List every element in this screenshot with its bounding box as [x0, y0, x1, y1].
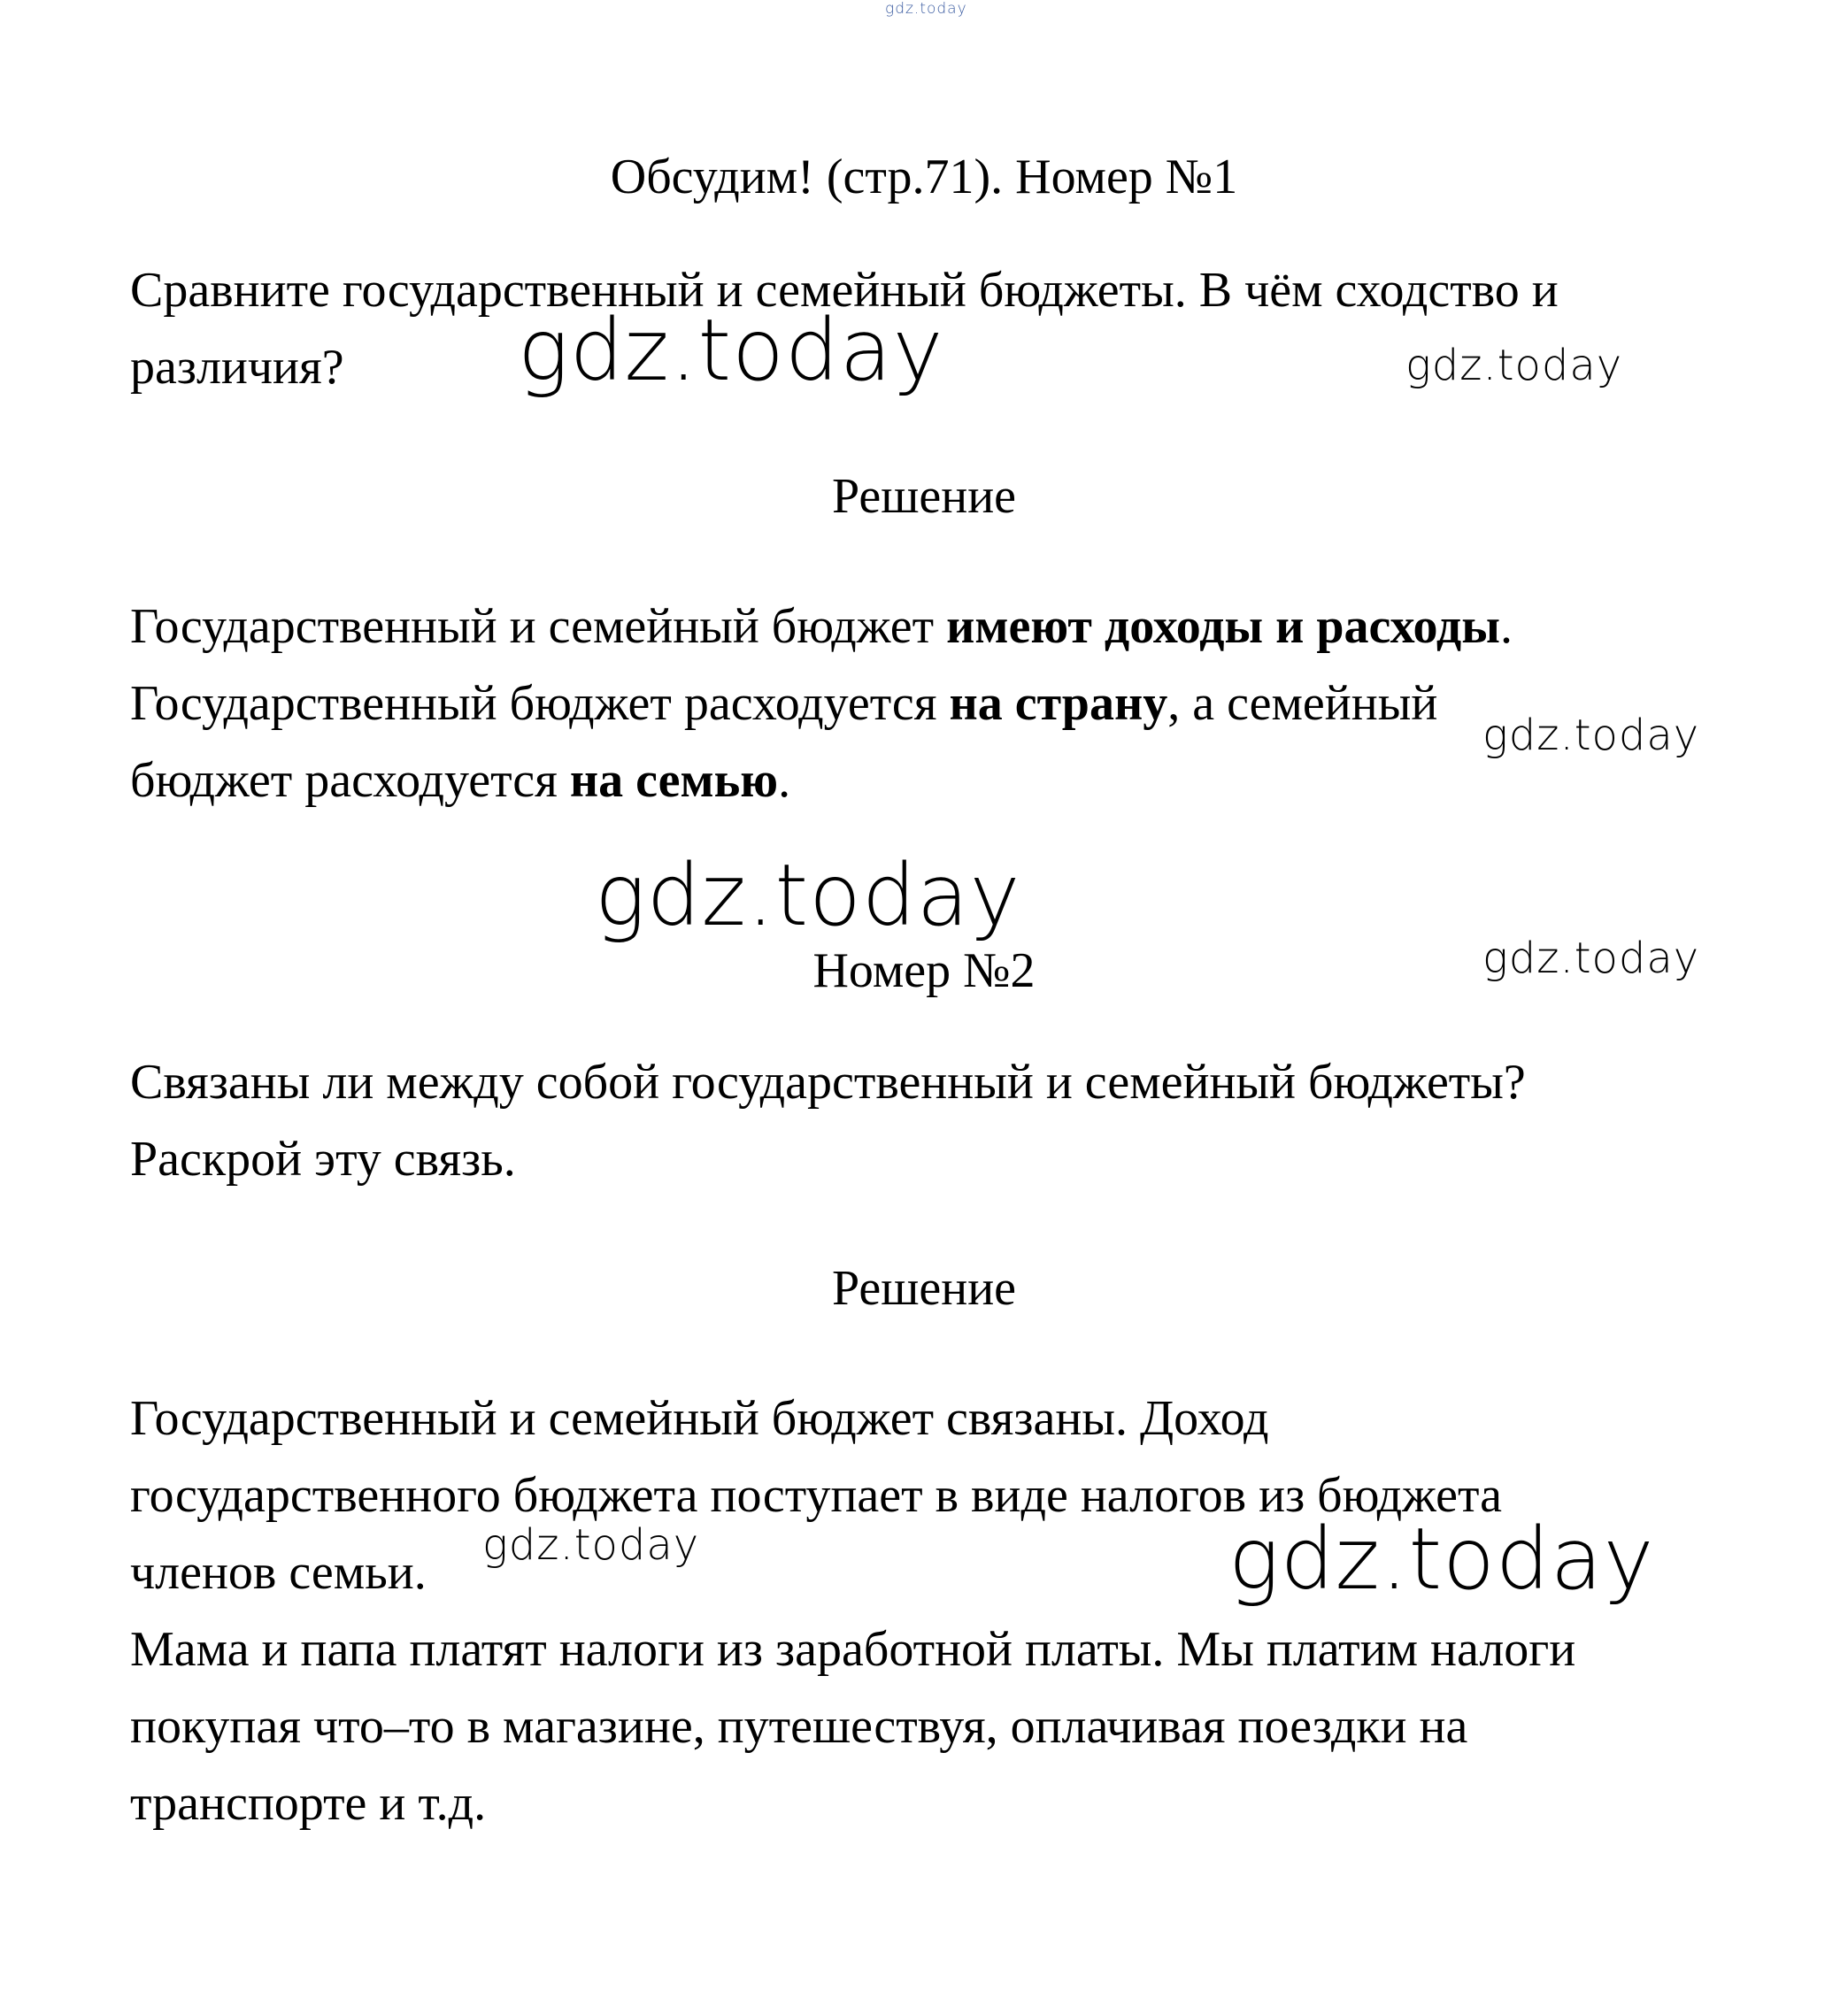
header-watermark: gdz.today: [885, 0, 967, 18]
section2-answer-line4: Мама и папа платят налоги из заработной платы. Мы платим налоги: [130, 1622, 1576, 1677]
section2-answer: [130, 1380, 1575, 1842]
section2-title: Номер №2: [812, 943, 1036, 998]
section1-answer-line1: Государственный и семейный бюджет имеют доходы и расходы.: [130, 599, 1513, 654]
watermark-6: gdz.today: [482, 1520, 700, 1570]
section1-question-line1: Сравните государственный и семейный бюджеты. В чём сходство и: [130, 263, 1559, 318]
section2-question: [130, 1044, 1526, 1198]
section2-answer-line6: транспорте и т.д.: [130, 1776, 487, 1831]
section2-answer-line3: членов семьи.: [130, 1545, 427, 1600]
section1-question-line2: различия?: [130, 340, 344, 395]
section2-answer-line1: Государственный и семейный бюджет связаны. Доход: [130, 1391, 1269, 1446]
section2-question-line2: Раскрой эту связь.: [130, 1132, 516, 1187]
watermark-1: gdz.today: [518, 301, 944, 400]
section2-solution-heading: Решение: [831, 1261, 1017, 1316]
watermark-7: gdz.today: [1228, 1510, 1655, 1609]
watermark-5: gdz.today: [1482, 934, 1700, 983]
section1-solution-heading: Решение: [831, 469, 1017, 524]
section1-title: Обсудим! (стр.71). Номер №1: [610, 150, 1238, 204]
section1-answer-line3: бюджет расходуется на семью.: [130, 753, 791, 808]
section2-question-line1: Связаны ли между собой государственный и семейный бюджеты?: [130, 1055, 1526, 1110]
section2-answer-line5: покупая что–то в магазине, путешествуя, оплачивая поездки на: [130, 1699, 1468, 1754]
section1-answer-line2: Государственный бюджет расходуется на страну, а семейный: [130, 676, 1438, 731]
watermark-2: gdz.today: [1405, 341, 1623, 390]
watermark-4: gdz.today: [595, 846, 1021, 945]
section1-answer: [130, 588, 1513, 819]
watermark-3: gdz.today: [1482, 711, 1700, 760]
section2-answer-line2: государственного бюджета поступает в виде налогов из бюджета: [130, 1468, 1502, 1523]
